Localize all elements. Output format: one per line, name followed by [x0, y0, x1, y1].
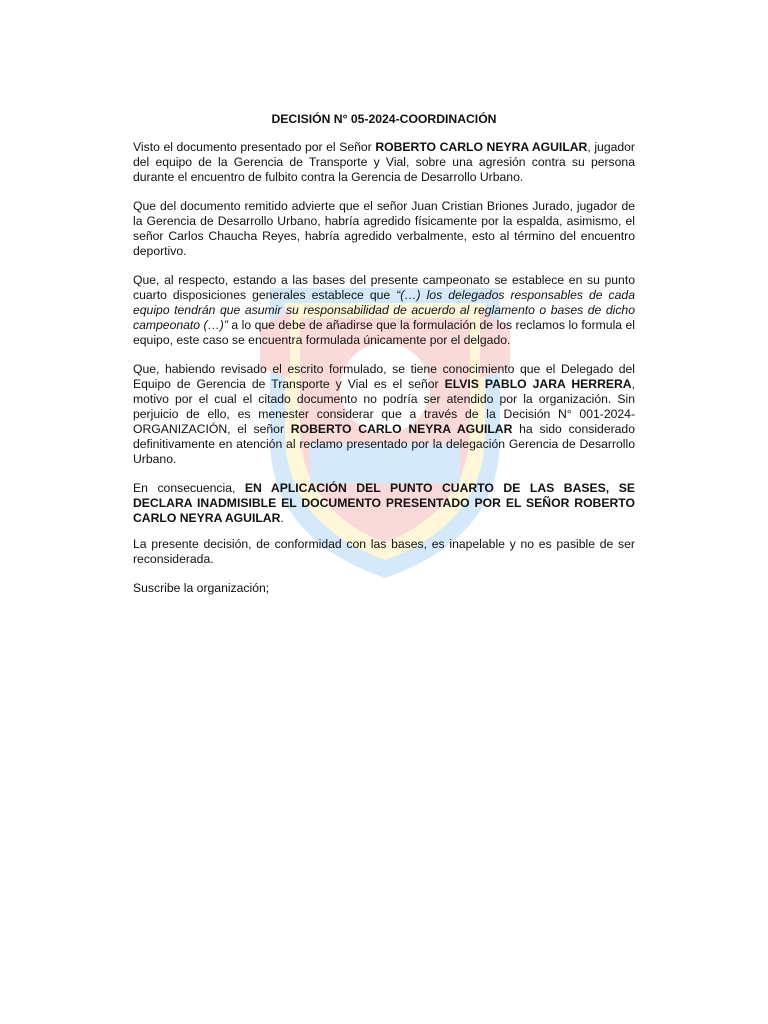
p4-delegado-bold: ELVIS PABLO JARA HERRERA — [444, 377, 632, 391]
p1-text-a: Visto el documento presentado por el Señor — [133, 140, 376, 154]
paragraph-consecuencia — [133, 481, 635, 526]
p4-name-bold: ROBERTO CARLO NEYRA AGUILAR — [290, 422, 513, 436]
p1-text-b: , jugador del equipo de la Gerencia de Transporte y Vial, sobre una agresión contra su persona durante el encuentro de fulbito contra la Gerencia de Desarrollo Urbano. — [133, 140, 635, 184]
p3-text-b: a lo que debe de añadirse que la formulación de los reclamos lo formula el equipo, este caso se encuentra formulada únicamente por el delgado. — [133, 318, 636, 347]
p1-name-bold: ROBERTO CARLO NEYRA AGUILAR — [375, 140, 588, 154]
p4-text-a: Que, habiendo revisado el escrito formulado, se tiene conocimiento que el Delegado del Equipo de Gerencia de Transporte y Vial es el señor — [133, 362, 635, 391]
p5-text-a: En consecuencia, — [133, 481, 245, 495]
paragraph-visto — [133, 140, 635, 185]
p5-decision-bold: EN APLICACIÓN DEL PUNTO CUARTO DE LAS BASES, SE DECLARA INADMISIBLE EL DOCUMENTO PRESENTADO POR EL SEÑOR ROBERTO CARLO NEYRA AGUILAR — [133, 481, 635, 525]
p3-text-a: Que, al respecto, estando a las bases del presente campeonato se establece en su punto cuarto disposiciones generales establece que — [133, 273, 635, 302]
p5-text-b: . — [280, 511, 284, 525]
paragraph-documento-remitido: Que del documento remitido advierte que el señor Juan Cristian Briones Jurado, jugador de la Gerencia de Desarrollo Urbano, habría agredido físicamente por la espalda, asimismo, el señor Carlos Chaucha Reyes, habría agredido verbalmente, esto al término del encuentro deportivo. — [133, 199, 635, 258]
p4-text-c: ha sido considerado definitivamente en atención al reclamo presentado por la delegación Gerencia de Desarrollo Urbano. — [133, 422, 635, 466]
paragraph-suscribe: Suscribe la organización; — [133, 581, 270, 595]
document-body — [133, 112, 635, 610]
p4-text-b: , motivo por el cual el citado documento no podría ser atendido por la organización. Sin perjuicio de ello, es menester considerar que a través de la Decisión N° 001-2024-ORGANIZACIÓN, el señor — [133, 377, 635, 436]
p3-quote-italic: “(…) los delegados responsables de cada equipo tendrán que asumir su responsabilidad de acuerdo al reglamento o bases de dicho campeonato (…)” — [133, 288, 635, 332]
paragraph-revision — [133, 362, 635, 467]
paragraph-bases — [133, 273, 635, 348]
document-title: DECISIÓN N° 05-2024-COORDINACIÓN — [271, 112, 497, 126]
paragraph-inapelable: La presente decisión, de conformidad con las bases, es inapelable y no es pasible de ser reconsiderada. — [133, 537, 635, 566]
